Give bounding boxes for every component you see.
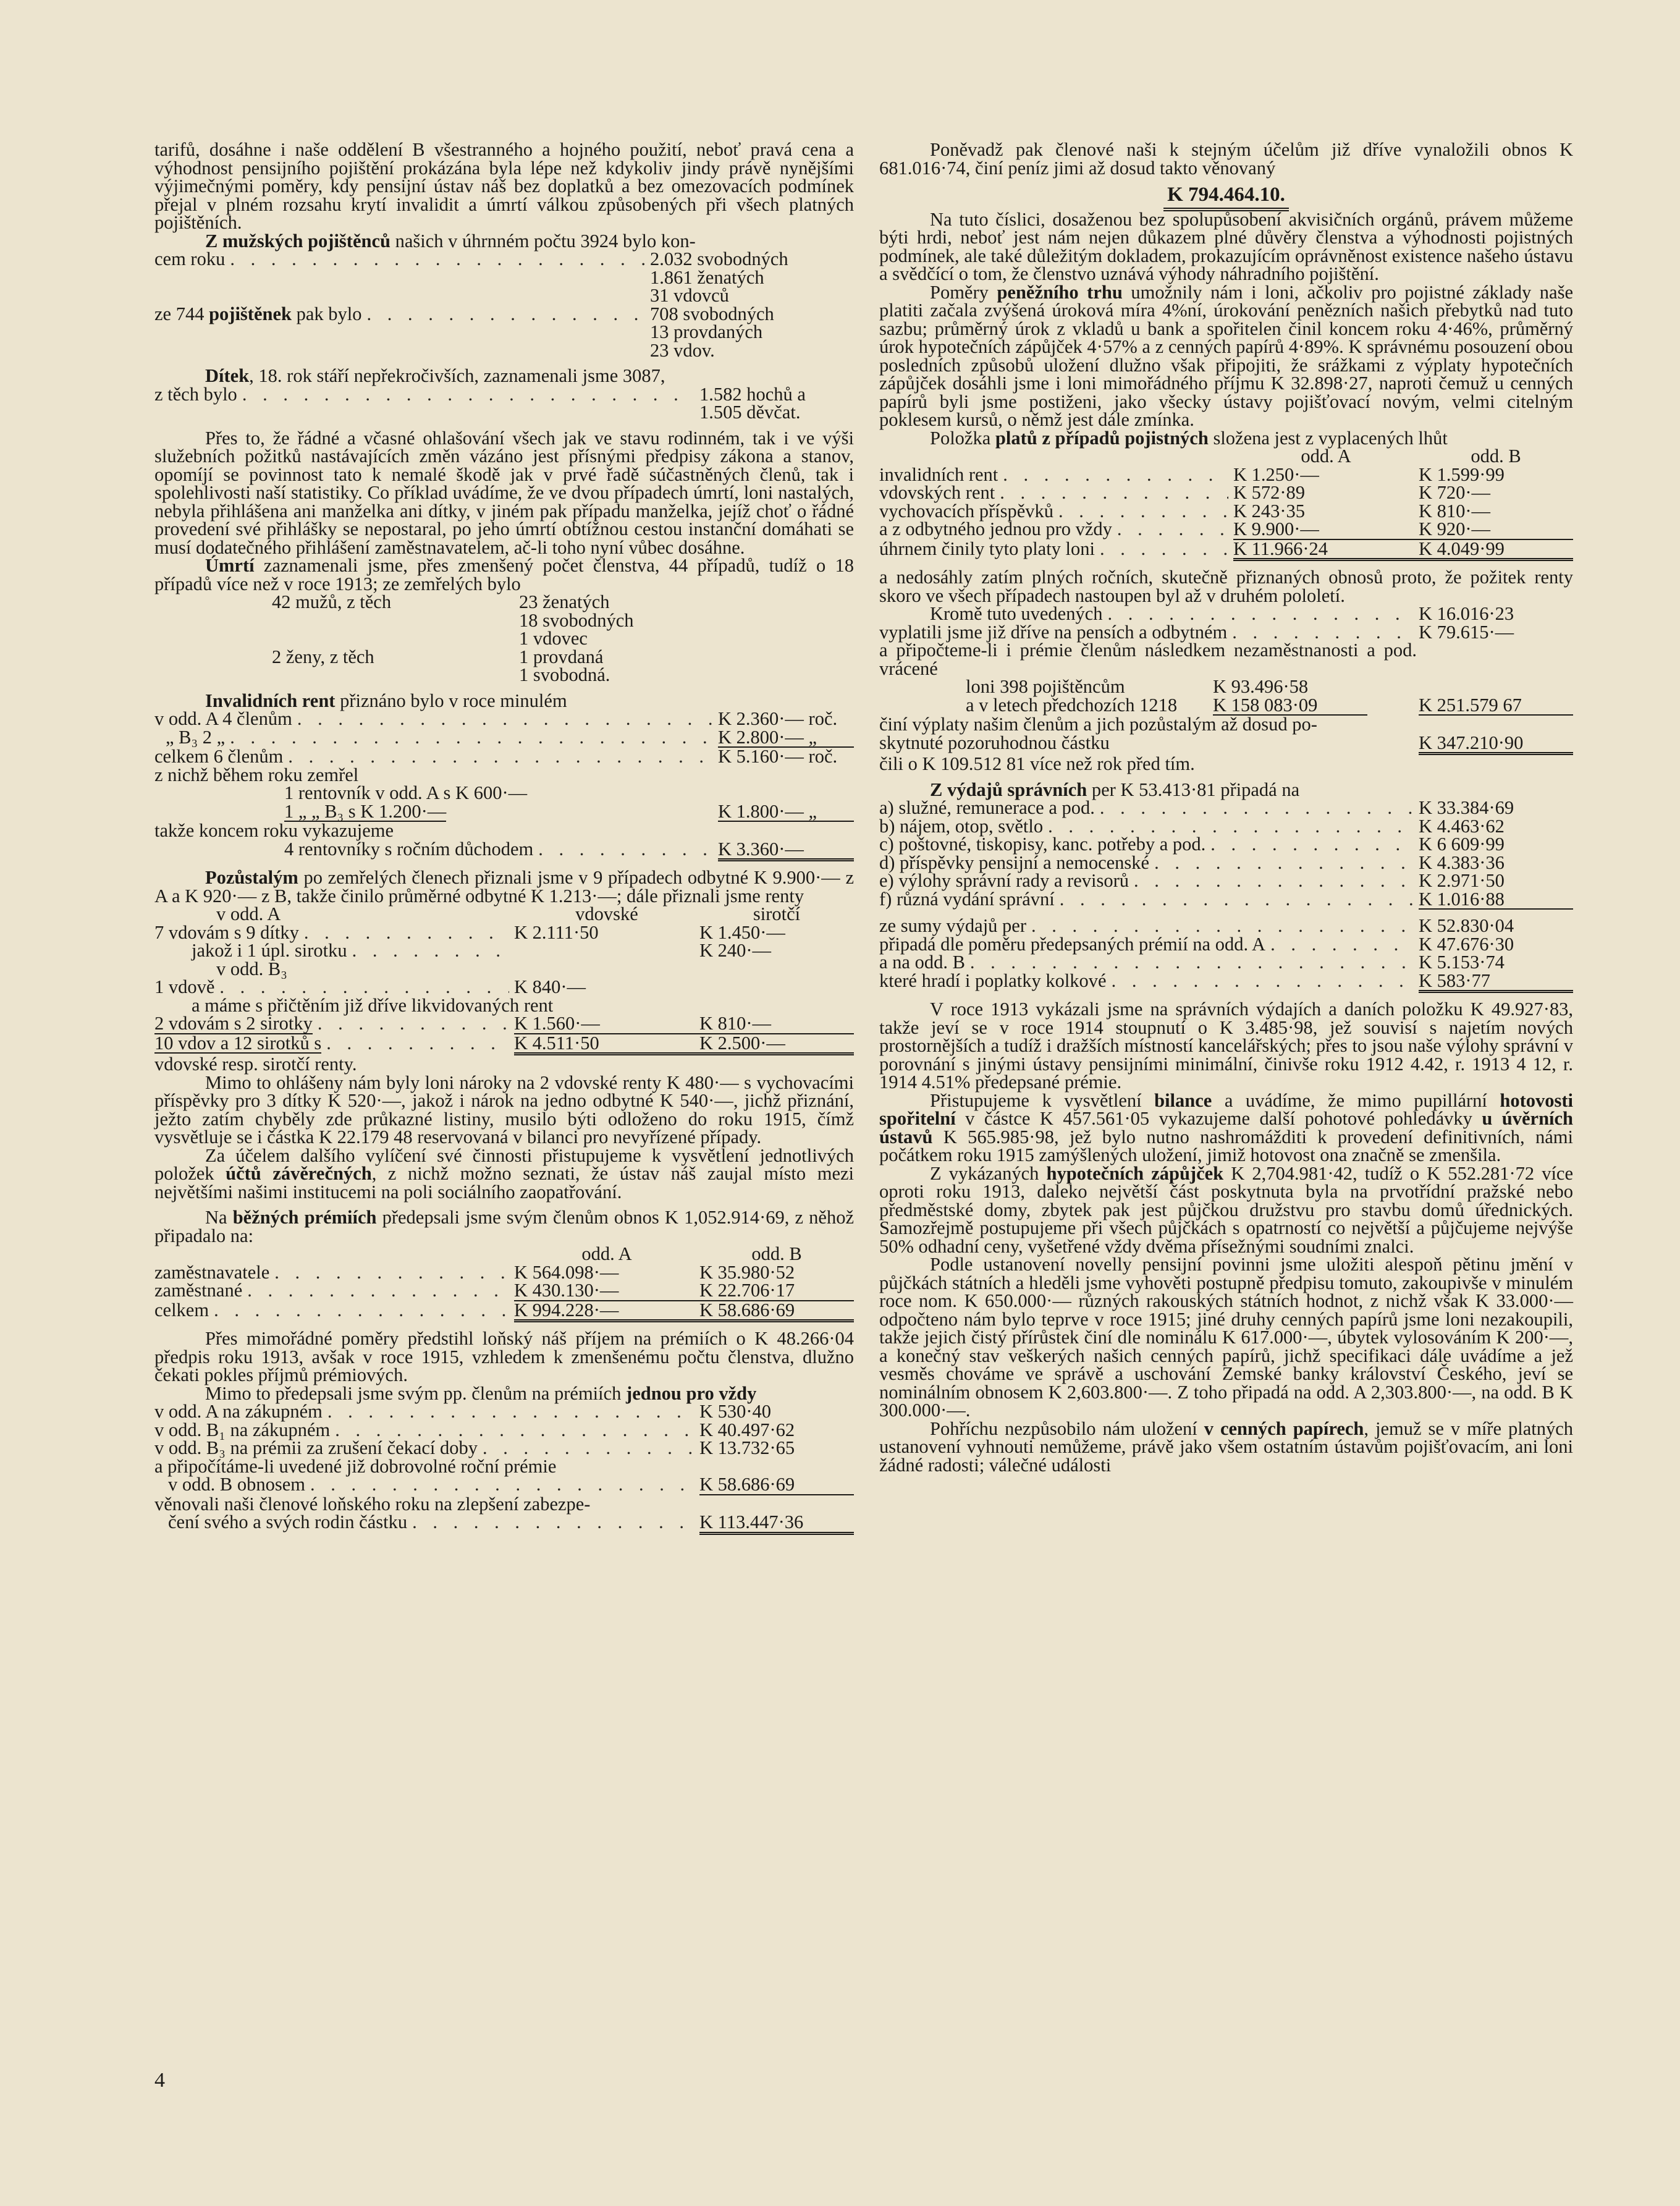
intro-paragraph: tarifů, dosáhne i naše oddělení B všestranného a hojného použití, neboť pravá cena a výhodnost pensijního pojištění prokázána byla lépe než kdykoliv jindy právě nynějšími výjimečnými poměry, kdy pensijní ústav náš bez doplatků a bez omezovacích podmínek přejal v plném rozsahu krytí invalidit a úmrtí válkou způsobených při všech platných pojištěních. xyxy=(154,139,854,233)
admin-row: e) výlohy správní rady a revisorů . . . K 2.971·50 xyxy=(879,872,1573,890)
paid-row: vyplatili jsme již dříve na pensích a odbytném . . . K 79.615·— xyxy=(879,623,1573,642)
deaths-row: 1 vdovec xyxy=(519,628,588,649)
single-final: věnovali naši členové loňského roku na zlepšení zabezpe- xyxy=(154,1493,591,1515)
deaths-list xyxy=(154,593,854,685)
law-paragraph: Podle ustanovení novelly pensijní povinni jsme uložiti alespoň pětinu jmění v půjčkách státních a hleděli jsme vyhověti postupně předpisu tomuto, zakoupivše v minulém roce nom. K 650.000·— různých rakouských státních hodnot, z nichž však K 33.000·— odpočteno nám bylo teprve v roce 1915; jiné druhy cenných papírů jsme loni nezakoupili, takže jejich čistý přírůstek činí dle nominálu K 617.000·—, úbytek vylosováním K 200·—, a konečný stav veškerých našich cenných papírů, jichž specifikaci dále uvádíme a jež vesměs chováme ve správě a uschování Zemské banky království Českého, jeví se nominálním obnosem K 2,603.800·—. Z toho připadá na odd. A 2,303.800·—, na odd. B K 300.000·—. xyxy=(879,1254,1573,1421)
invalid-end-intro: takže koncem roku vykazujeme xyxy=(154,820,394,841)
children-row: 1.505 děvčat. xyxy=(699,402,801,423)
invalid-row: „ B₃ 2 „ . . . K 2.800·— „ xyxy=(154,729,854,748)
invalid-end-row: 4 rentovníky s ročním důchodem . . . K 3.360·— xyxy=(154,840,854,862)
right-column xyxy=(879,141,1573,1474)
paid-total-more: čili o K 109.512 81 více než rok před tím. xyxy=(879,753,1195,774)
annuity-paragraph: a nedosáhly zatím plných ročních, skutečně přiznaných obnosů proto, že požitek renty skoro ve všech případech nastoupen byl až v druhém pololetí. xyxy=(879,567,1573,606)
admin-row: b) nájem, otop, světlo . . . K 4.463·62 xyxy=(879,818,1573,836)
survivors-row: 7 vdovám s 9 dítky . . . K 2.111·50 K 1.450·— xyxy=(154,924,854,942)
payments-row: vychovacích příspěvků . . . K 243·35 K 810·— xyxy=(879,502,1573,521)
deaths-row: 1 svobodná. xyxy=(519,664,610,685)
admin-row: a) služné, remunerace a pod. . . . K 33.384·69 xyxy=(879,799,1573,818)
deaths-paragraph: Úmrtí zaznamenali jsme, přes zmenšený počet členstva, 44 případů, tudíž o 18 případů více než v roce 1913; ze zemřelých bylo xyxy=(154,555,854,594)
grand-total: K 794.464.10. xyxy=(879,186,1573,205)
admin-history-paragraph: V roce 1913 vykázali jsme na správních výdajích a daních položku K 49.927·83, takže jeví se v roce 1914 stoupnutí o K 3.485·98, jež souvisí s najetím nových prostornějších a tudíž i dražších místností kancelářských; přes to jsou naše výlohy správní v porovnání s jinými ústavy pensijními minimální, činivše roku 1912 4.42, r. 1913 4 12, r. 1914 4.51% předepsané prémie. xyxy=(879,999,1573,1092)
payments-row: invalidních rent . . . K 1.250·— K 1.599·99 xyxy=(879,466,1573,484)
women-row: 23 vdov. xyxy=(650,339,715,361)
invalid-paragraph: Invalidních rent přiznáno bylo v roce minulém xyxy=(205,690,567,711)
balance-paragraph: Přistupujeme k vysvětlení bilance a uvádíme, že mimo pupillární hotovosti spořitelní v částce K 457.561·05 vykazujeme další pohotové pohledávky u úvěrních ústavů K 565.985·98, jež bylo nutno nashromážditi k provedení definitivních, námi počátkem roku 1915 zamýšlených uložení, jimiž hotovost ona značně se zmenšila. xyxy=(879,1089,1574,1165)
refund-row: loni 398 pojištěncům K 93.496·58 xyxy=(966,676,1309,697)
paid-total-row: skytnuté pozoruhodnou částku K 347.210·90 xyxy=(879,734,1573,756)
premiums-row: zaměstnavatele . . . K 564.098·— K 35.980·52 xyxy=(154,1264,854,1282)
deaths-row: 42 mužů, z těch 23 ženatých xyxy=(272,591,610,612)
single-row: v odd. A na zákupném . . . K 530·40 xyxy=(154,1403,854,1421)
men-row: 1.861 ženatých xyxy=(650,266,764,288)
survivors-row: a máme s přičtěním již dříve likvidovaných rent xyxy=(192,994,554,1016)
invalid-row: v odd. A 4 členům . . . K 2.360·— roč. xyxy=(154,710,854,729)
children-paragraph: Dítek, 18. rok stáří nepřekročivších, zaznamenali jsme 3087, xyxy=(205,365,665,386)
single-add: a připočítáme-li uvedené již dobrovolné roční prémie xyxy=(154,1455,557,1477)
invalid-row: celkem 6 členům . . . K 5.160·— roč. xyxy=(154,748,854,766)
right-intro: Poněvadž pak členové naši k stejným účelům již dříve vynaložili obnos K 681.016·74, činí peníz jimi až dosud takto věnovaný xyxy=(879,139,1573,179)
money-market-paragraph: Poměry peněžního trhu umožnily nám i loni, ačkoliv pro pojistné základy naše platiti začala zvýšená úroková míra 4%ní, úrokování penězních našich přebytků nad tuto sazbu; průměrný úrok z vkladů u bank a spořitelen činil koncem roku 4·46%, průměrný úrok hypotečních zápůjček 4·57% a z cenných papírů 4·89%. K správnému posouzení obou posledních způsobů uložení dlužno však připojiti, že srážkami z výplaty hypotečních zápůjček dosáhli jsme i loni mimořádného příjmu K 32.898·27, naproti čemuž u cenných papírů byli jsme postiženi, jako všecky ústavy pojišťovací novým, velmi citelným poklesem kursů, o němž jest dále zmínka. xyxy=(879,281,1573,430)
premiums-paragraph: Na běžných prémiích předepsali jsme svým členům obnos K 1,052.914·69, z něhož připadalo na: xyxy=(154,1207,854,1246)
men-row: cem roku . . . 2.032 svobodných xyxy=(154,250,854,269)
admin-sum-row: připadá dle poměru předepsaných prémií na odd. A . . . K 47.676·30 xyxy=(879,936,1573,954)
admin-sum-row: a na odd. B . . . K 5.153·74 xyxy=(879,953,1573,972)
admin-row: f) různá vydání správní . . . K 1.016·88 xyxy=(879,890,1573,910)
admin-sum-row: ze sumy výdajů per . . . K 52.830·04 xyxy=(879,917,1573,936)
deaths-row: 18 svobodných xyxy=(519,609,634,631)
admin-paragraph: Z výdajů správních per K 53.413·81 připadá na xyxy=(930,779,1300,800)
premiums-total-row: celkem . . . K 994.228·— K 58.686·69 xyxy=(154,1301,854,1323)
admin-sum-row: které hradí i poplatky kolkové . . . K 583·77 xyxy=(879,972,1573,994)
survivors-row: jakož i 1 úpl. sirotku . . . K 240·— xyxy=(154,942,854,960)
refund-row: a v letech předchozích 1218 K 158 083·09 K 251.579 67 xyxy=(879,696,1573,716)
left-column xyxy=(154,141,854,1535)
survivors-tail: vdovské resp. sirotčí renty. xyxy=(154,1054,357,1075)
single-row: v odd. B₃ na prémii za zrušení čekací doby . . . K 13.732·65 xyxy=(154,1439,854,1458)
payments-header: odd. A odd. B xyxy=(1301,446,1521,467)
women-row: 13 provdaných xyxy=(650,321,763,342)
survivors-row: 2 vdovám s 2 sirotky . . . K 1.560·— K 810·— xyxy=(154,1015,854,1034)
invalid-died-row: 1 „ „ B₃ s K 1.200·— K 1.800·— „ xyxy=(154,803,854,822)
survivors-total-row: 10 vdov a 12 sirotků s . . . K 4.511·50 K 2.500·— xyxy=(154,1034,854,1056)
besides-row: Kromě tuto uvedených . . . K 16.016·23 xyxy=(879,605,1573,623)
men-paragraph: Z mužských pojištěnců našich v úhrnném počtu 3924 bylo kon- xyxy=(205,230,696,251)
invalid-died-intro: z nichž během roku zemřel xyxy=(154,764,359,785)
statistics-paragraph: Přes to, že řádné a včasné ohlašování všech jak ve stavu rodinném, tak i ve výši služebních požitků nastávajících změn vázáno jest přísnými předpisy zákona a stanov, opomíjí se povinnost tato k nemalé škodě jak v prvé řadě súčastněných členů, tak i spolehlivosti naší statistiky. Co příklad uvádíme, že ve dvou případech úmrtí, loni nastalých, nebyla přihlášena ani manželka ani dítky, v jiném pak případu manželka, jejíž choť o řádné provedení své přihlášky se nepostaral, po jeho úmrtí obtížnou cestou instanční domáhati se musí dodatečného přihlášení zaměstnavatelem, ač-li toho nyní vůbec dosáhne. xyxy=(154,427,854,558)
single-final-row: čení svého a svých rodin částku . . . K 113.447·36 xyxy=(154,1513,854,1535)
survivors-header: v odd. A vdovské sirotčí xyxy=(216,903,801,924)
admin-row: c) poštovné, tiskopisy, kanc. potřeby a pod. . . . K 6 609·99 xyxy=(879,835,1573,854)
invalid-died-row: 1 rentovník v odd. A s K 600·— xyxy=(284,782,528,803)
mortgage-paragraph: Z vykázaných hypotečních zápůjček K 2,704.981·42, tudíž o K 552.281·72 více oproti roku 1913, daleko největší část poskytnuta byla na prvotřídní pražské nebo předměstské domy, zbytek pak jest půjčkou družstvu pro stavbu domů úřednických. Samozřejmě postupujeme při všech půjčkách s opatrností co největší a půjčujeme nejvýše 50% odhadní ceny, vyšetřené vždy dvěma přísežnými soudními znalci. xyxy=(879,1162,1574,1257)
single-paragraph: Mimo to předepsali jsme svým pp. členům na prémiích jednou pro vždy xyxy=(205,1382,757,1404)
refund-intro: a připočteme-li i prémie členům následkem nezaměstnanosti a pod. vrácené xyxy=(879,640,1417,679)
payments-row: a z odbytného jednou pro vždy . . . K 9.900·— K 920·— xyxy=(879,520,1573,540)
admin-row: d) příspěvky pensijní a nemocenské . . . K 4.383·36 xyxy=(879,854,1573,873)
page-number: 4 xyxy=(154,2069,165,2092)
women-row: ze 744 pojištěnek pak bylo . . . 708 svobodných xyxy=(154,305,854,324)
payments-row: vdovských rent . . . K 572·89 K 720·— xyxy=(879,484,1573,502)
payments-paragraph: Položka platů z případů pojistných složena jest z vyplacených lhůt xyxy=(930,427,1448,449)
men-row: 31 vdovců xyxy=(650,285,729,306)
survivors-row: v odd. B₃ xyxy=(216,958,287,979)
claims-paragraph: Mimo to ohlášeny nám byly loni nároky na 2 vdovské renty K 480·— s vychovacími příspěvky pro 3 dítky K 520·—, jakož i nárok na jedno odbytné K 540·—, jichž přiznání, ježto zatím chyběly zde průkazné listiny, musilo býti odloženo do roku 1915, čímž vysvětluje se i částka K 22.179 48 reservovaná v bilanci pro nevyřízené případy. xyxy=(154,1071,854,1147)
children-row: z těch bylo . . . 1.582 hochů a xyxy=(154,386,854,404)
survivors-paragraph: Pozůstalým po zemřelých členech přiznali jsme v 9 případech odbytné K 9.900·— z A a K 920·— z B, takže činilo průměrné odbytné K 1.213·—; dále přiznali jsme renty xyxy=(154,867,854,906)
single-add-row: v odd. B obnosem . . . K 58.686·69 xyxy=(154,1476,854,1495)
deaths-row: 2 ženy, z těch 1 provdaná xyxy=(272,646,604,667)
extra-paragraph: Přes mimořádné poměry předstihl loňský náš příjem na prémiích o K 48.266·04 předpis roku 1913, avšak v roce 1915, vzhledem k zmenšenému počtu členstva, dlužno čekati pokles příjmů prémiových. xyxy=(154,1328,854,1385)
accounts-paragraph: Za účelem dalšího vylíčení své činnosti přistupujeme k vysvětlení jednotlivých položek účtů závěrečných, z nichž možno seznati, že ústav náš zaujal místo mezi největšími našimi institucemi na poli sociálního zaopatřování. xyxy=(154,1144,855,1202)
single-row: v odd. B₁ na zákupném . . . K 40.497·62 xyxy=(154,1421,854,1440)
figure-paragraph: Na tuto číslici, dosaženou bez spolupůsobení akvisičních orgánů, právem můžeme býti hrdi, neboť jest nám nejen důkazem plné důvěry členstva a výhodnosti pojistných podmínek, ale také důležitým dokladem, prokazujícím oprávněnost existence našeho ústavu a svědčící o tom, že členstvo uznává výhody náhradního pojištění. xyxy=(879,208,1573,284)
survivors-row: 1 vdově . . . K 840·— xyxy=(154,978,854,997)
payments-total-row: úhrnem činily tyto platy loni . . . K 11.966·24 K 4.049·99 xyxy=(879,540,1573,562)
premiums-row: zaměstnané . . . K 430.130·— K 22.706·17 xyxy=(154,1282,854,1301)
paid-total-a: činí výplaty našim členům a jich pozůstalým až dosud po- xyxy=(879,714,1317,735)
premiums-header: odd. A odd. B xyxy=(581,1243,802,1264)
securities-paragraph: Pohříchu nezpůsobilo nám uložení v cenných papírech, jemuž se v míře platných ustanovení vyhnouti nemůžeme, právě jako všem ostatním ústavům pojišťovacím, ani loni žádné radosti; válečné události xyxy=(879,1418,1573,1476)
